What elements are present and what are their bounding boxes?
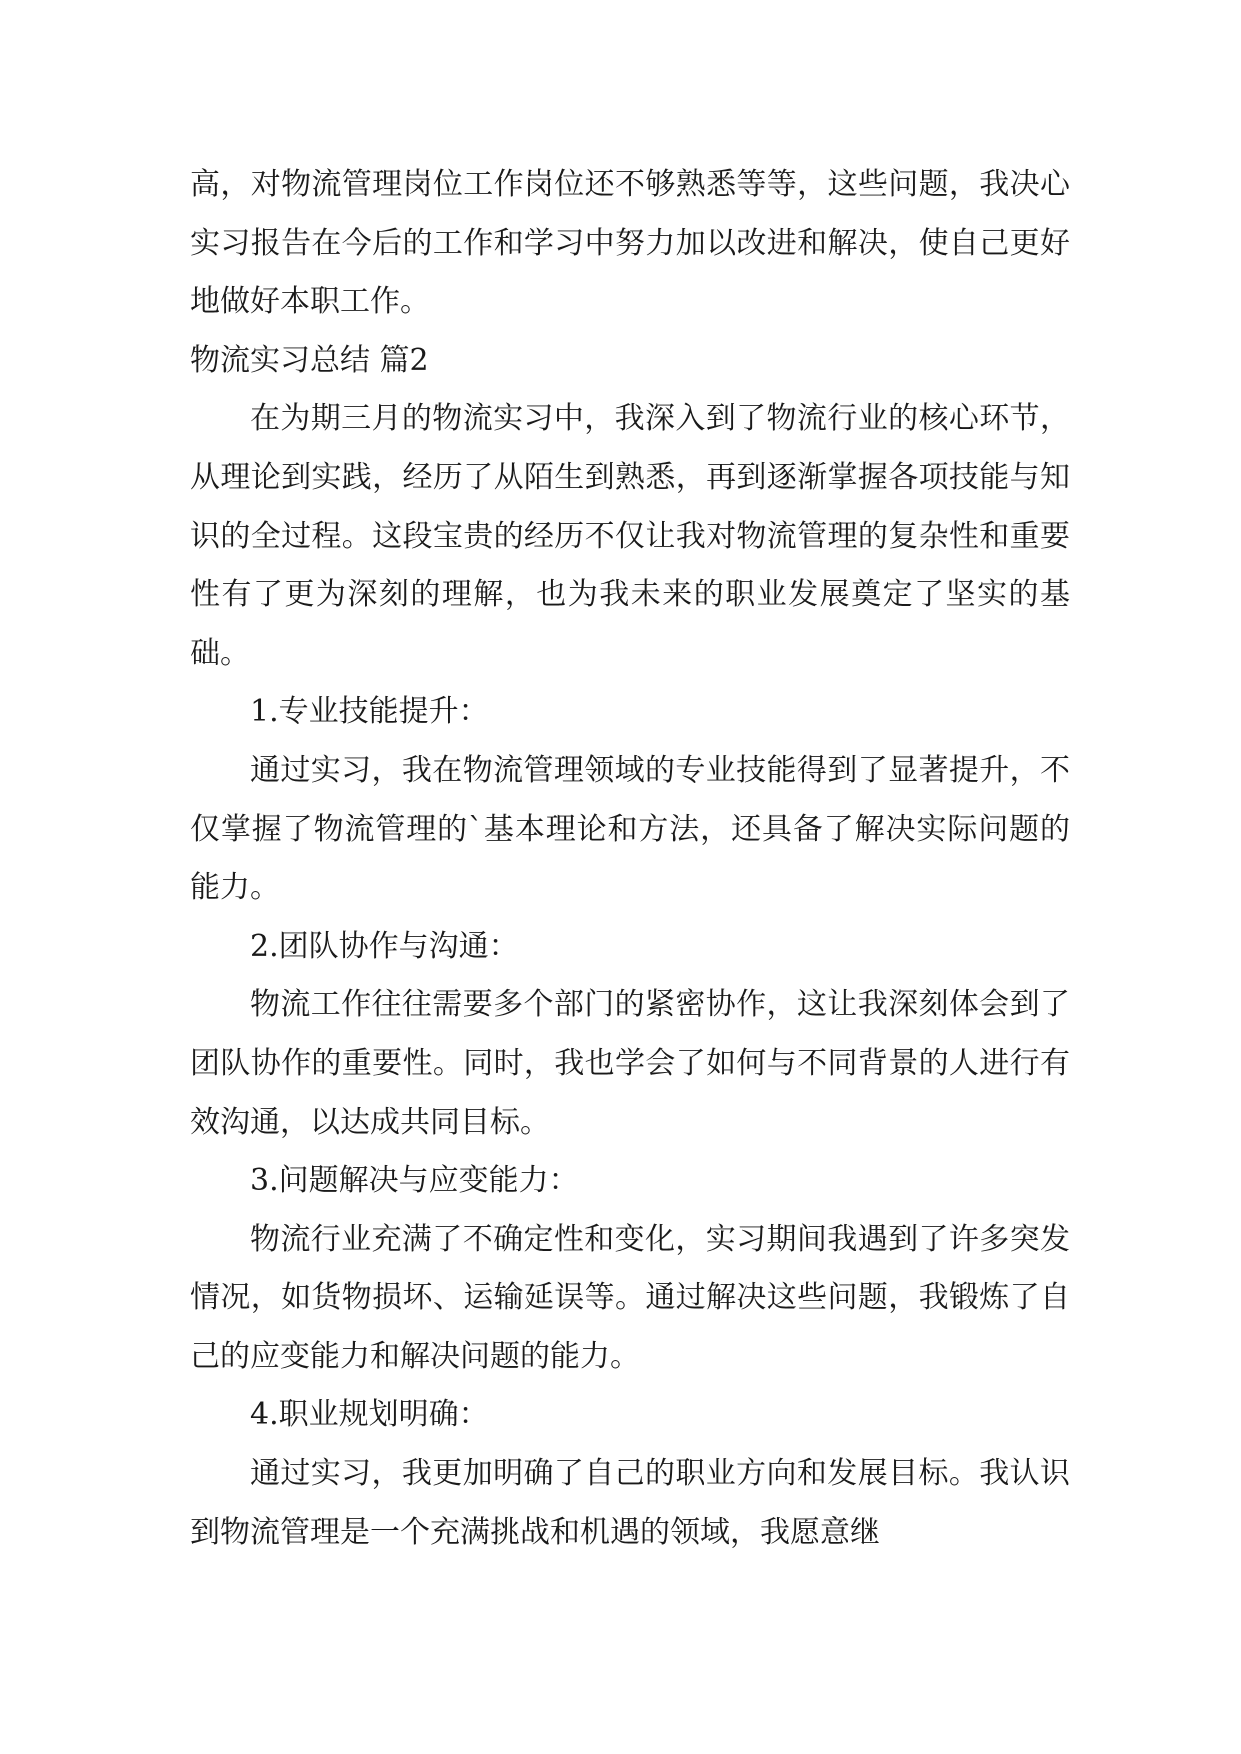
item-body-2: 物流工作往往需要多个部门的紧密协作，这让我深刻体会到了团队协作的重要性。同时，我也学会了如何与不同背景的人进行有效沟通，以达成共同目标。 xyxy=(190,987,1070,1140)
item-body-4: 通过实习，我更加明确了自己的职业方向和发展目标。我认识到物流管理是一个充满挑战和机遇的领域，我愿意继 xyxy=(190,1456,1070,1550)
intro-paragraph: 在为期三月的物流实习中，我深入到了物流行业的核心环节，从理论到实践，经历了从陌生到熟悉，再到逐渐掌握各项技能与知识的全过程。这段宝贵的经历不仅让我对物流管理的复杂性和重要性有了更为深刻的理解，也为我未来的职业发展奠定了坚实的基础。 xyxy=(190,401,1070,671)
section-title: 物流实习总结 篇2 xyxy=(190,342,429,378)
item-body-3: 物流行业充满了不确定性和变化，实习期间我遇到了许多突发情况，如货物损坏、运输延误等。通过解决这些问题，我锻炼了自己的应变能力和解决问题的能力。 xyxy=(190,1221,1070,1374)
item-heading-4: 4.职业规划明确： xyxy=(250,1397,489,1433)
item-heading-1: 1.专业技能提升： xyxy=(250,694,489,730)
item-heading-2: 2.团队协作与沟通： xyxy=(250,928,519,964)
document-body xyxy=(190,156,1070,1562)
continuation-paragraph: 高，对物流管理岗位工作岗位还不够熟悉等等，这些问题，我决心实习报告在今后的工作和学习中努力加以改进和解决，使自己更好地做好本职工作。 xyxy=(190,167,1070,320)
item-body-1: 通过实习，我在物流管理领域的专业技能得到了显著提升，不仅掌握了物流管理的`基本理论和方法，还具备了解决实际问题的能力。 xyxy=(190,752,1070,906)
item-heading-3: 3.问题解决与应变能力： xyxy=(250,1163,579,1199)
